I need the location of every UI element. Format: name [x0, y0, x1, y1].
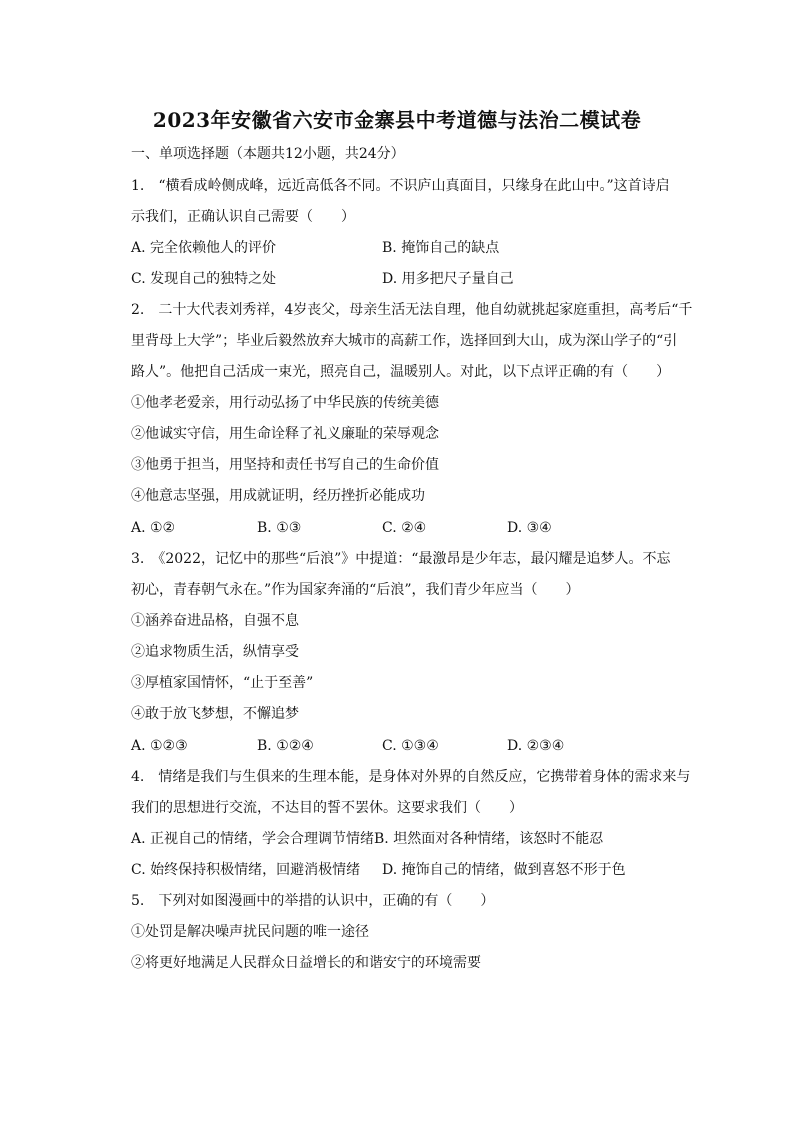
q2-option-d[interactable]: D. ③④ [507, 520, 552, 536]
q3-option-b[interactable]: B. ①②④ [257, 738, 314, 754]
q2-stem-line-1: 2. 二十大代表刘秀祥，4岁丧父，母亲生活无法自理，他自幼就挑起家庭重担，高考后“千 [131, 302, 693, 318]
section-heading: 一、单项选择题（本题共12小题，共24分） [131, 146, 405, 162]
q4-option-c[interactable]: C. 始终保持积极情绪，回避消极情绪 [131, 862, 361, 878]
q4-stem-line-1: 4. 情绪是我们与生俱来的生理本能，是身体对外界的自然反应，它携带着身体的需求来与 [131, 769, 691, 785]
q1-option-c[interactable]: C. 发现自己的独特之处 [131, 271, 277, 287]
q3-item-2: ②追求物质生活，纵情享受 [131, 644, 299, 660]
q1-stem-line-1: 1. “横看成岭侧成峰，远近高低各不同。不识庐山真面目，只缘身在此山中。”这首诗启 [131, 178, 670, 194]
q3-item-3: ③厚植家国情怀，“止于至善” [131, 675, 314, 691]
q2-item-1: ①他孝老爱亲，用行动弘扬了中华民族的传统美德 [131, 395, 439, 411]
q2-item-4: ④他意志坚强，用成就证明，经历挫折必能成功 [131, 488, 425, 504]
q3-option-d[interactable]: D. ②③④ [507, 738, 565, 754]
q5-item-2: ②将更好地满足人民群众日益增长的和谐安宁的环境需要 [131, 955, 481, 971]
q4-option-d[interactable]: D. 掩饰自己的情绪，做到喜怒不形于色 [382, 862, 626, 878]
q2-stem-line-2: 里背母上大学”；毕业后毅然放弃大城市的高薪工作，选择回到大山，成为深山学子的“引 [131, 333, 678, 349]
q2-option-a[interactable]: A. ①② [131, 520, 176, 536]
q3-option-c[interactable]: C. ①③④ [382, 738, 439, 754]
q5-stem-line-1: 5. 下列对如图漫画中的举措的认识中，正确的有（ ） [131, 893, 495, 909]
q2-option-c[interactable]: C. ②④ [382, 520, 427, 536]
q4-option-b[interactable]: B. 坦然面对各种情绪，该怒时不能忍 [374, 831, 604, 847]
exam-title: 2023年安徽省六安市金寨县中考道德与法治二模试卷 [152, 108, 642, 132]
q3-stem-line-1: 3. 《2022，记忆中的那些“后浪”》中提道：“最激昂是少年志，最闪耀是追梦人。不忘 [131, 551, 671, 567]
q3-stem-line-2: 初心，青春朝气永在。”作为国家奔涌的“后浪”，我们青少年应当（ ） [131, 582, 580, 598]
q2-item-3: ③他勇于担当，用坚持和责任书写自己的生命价值 [131, 457, 439, 473]
q3-item-4: ④敢于放飞梦想，不懈追梦 [131, 706, 299, 722]
q1-option-d[interactable]: D. 用多把尺子量自己 [382, 271, 514, 287]
q3-item-1: ①涵养奋进品格，自强不息 [131, 613, 299, 629]
q2-option-b[interactable]: B. ①③ [257, 520, 302, 536]
q2-stem-line-3: 路人”。他把自己活成一束光，照亮自己，温暖别人。对此，以下点评正确的有（ ） [131, 364, 671, 380]
q1-option-a[interactable]: A. 完全依赖他人的评价 [131, 240, 277, 256]
q1-option-b[interactable]: B. 掩饰自己的缺点 [382, 240, 500, 256]
q3-option-a[interactable]: A. ①②③ [131, 738, 188, 754]
q4-option-a[interactable]: A. 正视自己的情绪，学会合理调节情绪 [131, 831, 375, 847]
q4-stem-line-2: 我们的思想进行交流，不达目的誓不罢休。这要求我们（ ） [131, 800, 523, 816]
q1-stem-line-2: 示我们，正确认识自己需要（ ） [131, 209, 355, 225]
q2-item-2: ②他诚实守信，用生命诠释了礼义廉耻的荣辱观念 [131, 426, 439, 442]
q5-item-1: ①处罚是解决噪声扰民问题的唯一途径 [131, 924, 369, 940]
